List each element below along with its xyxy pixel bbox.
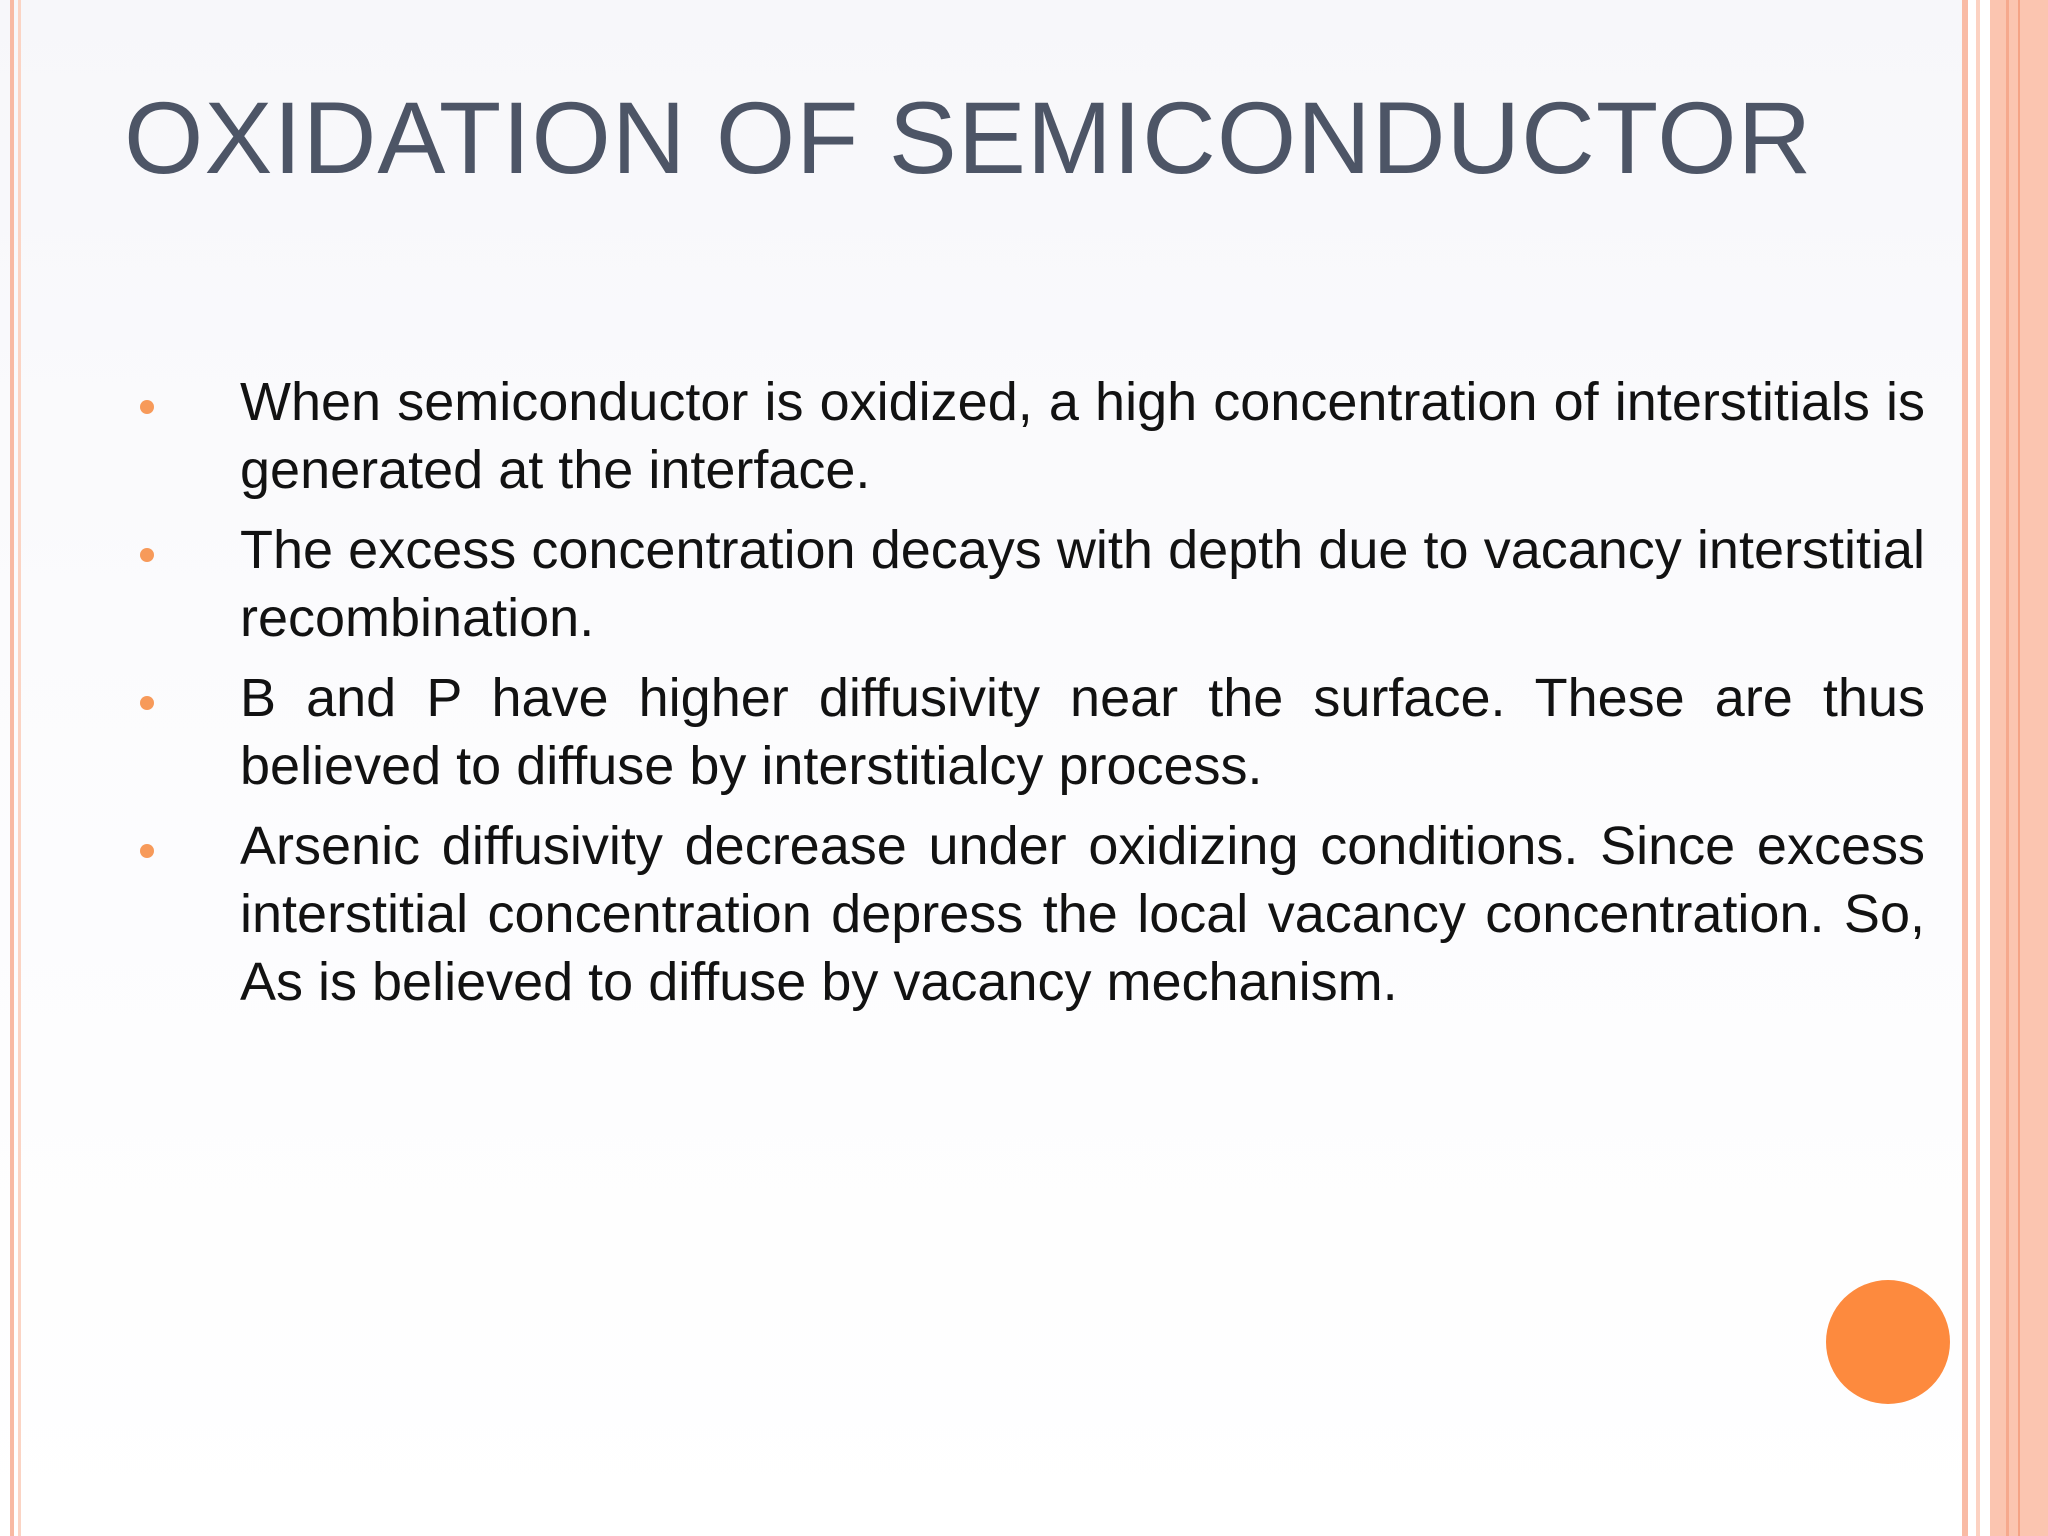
bullet-text: When semiconductor is oxidized, a high concentration of interstitials is generated at the interface. [240, 372, 1925, 500]
bullet-icon [140, 696, 154, 710]
right-decorative-band [1962, 0, 2048, 1536]
bullet-item [140, 368, 1925, 504]
bullet-icon [140, 400, 154, 414]
left-border-line [10, 0, 14, 1536]
bullet-text: The excess concentration decays with depth due to vacancy interstitial recombination. [240, 520, 1925, 648]
accent-circle-decoration [1826, 1280, 1950, 1404]
right-stripe [2006, 0, 2009, 1536]
right-stripe [1962, 0, 1968, 1536]
bullet-icon [140, 844, 154, 858]
right-stripe [2018, 0, 2020, 1536]
slide-title: OXIDATION OF SEMICONDUCTOR [124, 81, 1813, 195]
bullet-item [140, 812, 1925, 1016]
bullet-item [140, 664, 1925, 800]
left-border-line-inner [18, 0, 21, 1536]
bullet-text: B and P have higher diffusivity near the surface. These are thus believed to diffuse by interstitialcy process. [240, 668, 1925, 796]
right-stripe [1976, 0, 1980, 1536]
bullet-list [140, 368, 1925, 1028]
bullet-icon [140, 548, 154, 562]
bullet-text: Arsenic diffusivity decrease under oxidizing conditions. Since excess interstitial concentration depress the local vacancy concentration. So, As is believed to diffuse by vacancy mechanism. [240, 816, 1925, 1012]
bullet-item [140, 516, 1925, 652]
